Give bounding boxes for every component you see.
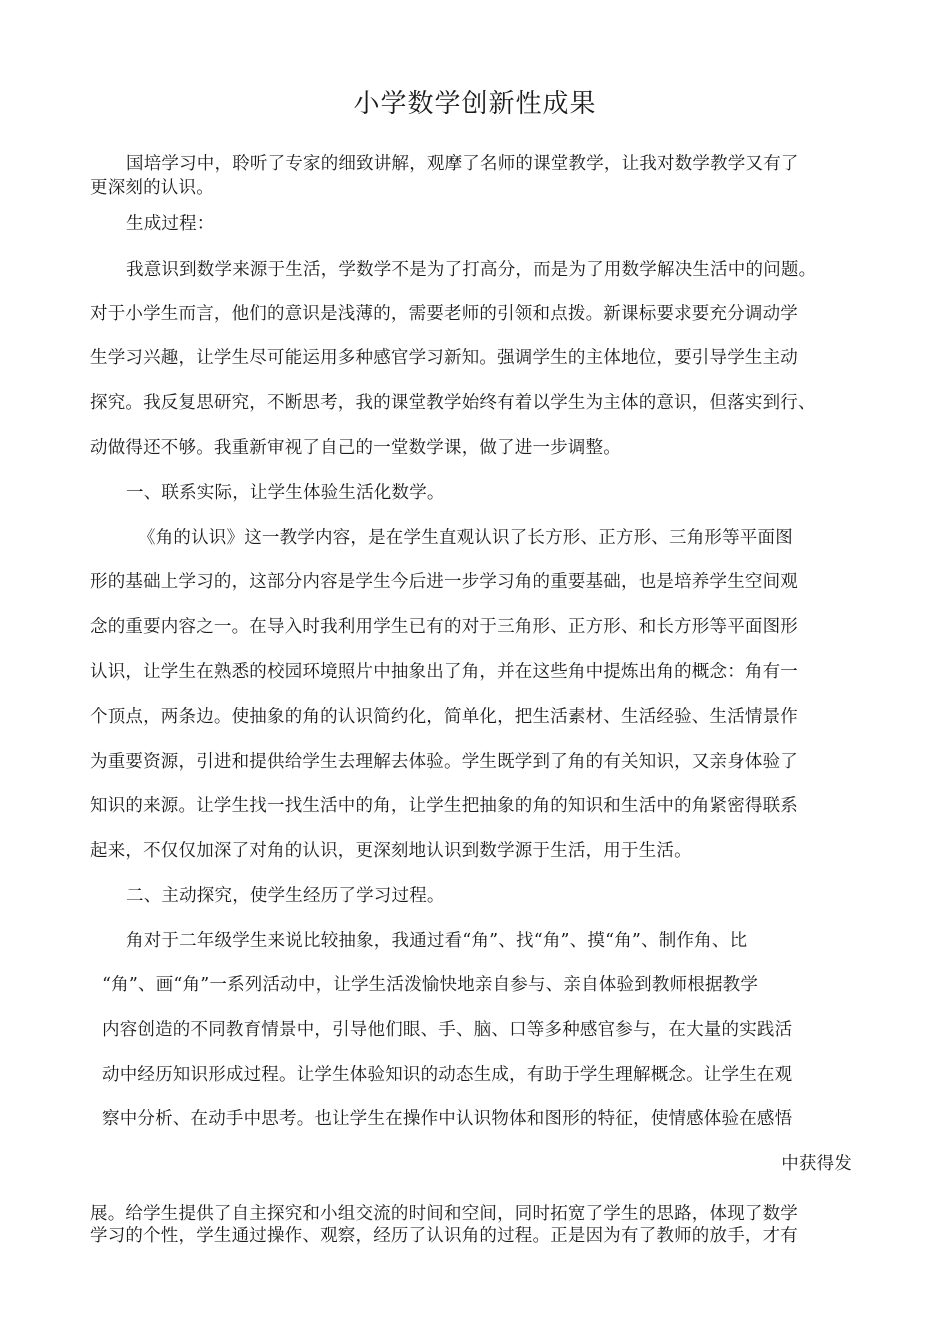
paragraph-line: 展。给学生提供了自主探究和小组交流的时间和空间，同时拓宽了学生的思路，体现了数学 [90, 1204, 798, 1224]
paragraph-line: 动中经历知识形成过程。让学生体验知识的动态生成，有助于学生理解概念。让学生在观 [102, 1065, 793, 1085]
paragraph-line: 《角的认识》这一教学内容，是在学生直观认识了长方形、正方形、三角形等平面图 [138, 528, 793, 548]
paragraph-line: 国培学习中，聆听了专家的细致讲解，观摩了名师的课堂教学，让我对数学教学又有了 [126, 154, 799, 174]
paragraph-line: 角对于二年级学生来说比较抽象，我通过看“角”、找“角”、摸“角”、制作角、比 [126, 931, 748, 951]
paragraph-line: 察中分析、在动手中思考。也让学生在操作中认识物体和图形的特征，使情感体验在感悟 [102, 1109, 793, 1129]
paragraph-line: 为重要资源，引进和提供给学生去理解去体验。学生既学到了角的有关知识，又亲身体验了 [90, 752, 798, 772]
paragraph-line: 动做得还不够。我重新审视了自己的一堂数学课，做了进一步调整。 [90, 438, 621, 458]
paragraph-line: 中获得发 [781, 1154, 852, 1174]
paragraph-line: 我意识到数学来源于生活，学数学不是为了打高分，而是为了用数学解决生活中的问题。 [126, 260, 817, 280]
paragraph-line: 念的重要内容之一。在导入时我利用学生已有的对于三角形、正方形、和长方形等平面图形 [90, 617, 798, 637]
paragraph-line: 内容创造的不同教育情景中，引导他们眼、手、脑、口等多种感官参与，在大量的实践活 [102, 1020, 793, 1040]
document-title: 小学数学创新性成果 [353, 89, 597, 119]
paragraph-line: 形的基础上学习的，这部分内容是学生今后进一步学习角的重要基础，也是培养学生空间观 [90, 572, 798, 592]
paragraph-line: 知识的来源。让学生找一找生活中的角，让学生把抽象的角的知识和生活中的角紧密得联系 [90, 796, 798, 816]
paragraph-line: 生成过程： [126, 214, 215, 234]
paragraph-line: 探究。我反复思研究，不断思考，我的课堂教学始终有着以学生为主体的意识，但落实到行、 [90, 393, 816, 413]
paragraph-line: 生学习兴趣，让学生尽可能运用多种感官学习新知。强调学生的主体地位，要引导学生主动 [90, 348, 798, 368]
section-heading: 二、主动探究，使学生经历了学习过程。 [126, 886, 445, 906]
section-heading: 一、联系实际，让学生体验生活化数学。 [126, 483, 445, 503]
paragraph-line: 起来，不仅仅加深了对角的认识，更深刻地认识到数学源于生活，用于生活。 [90, 841, 692, 861]
paragraph-line: 认识，让学生在熟悉的校园环境照片中抽象出了角，并在这些角中提炼出角的概念：角有一 [90, 662, 798, 682]
paragraph-line: “角”、画“角”一系列活动中，让学生活泼愉快地亲自参与、亲自体验到教师根据教学 [102, 975, 759, 995]
paragraph-line: 个顶点，两条边。使抽象的角的认识简约化，简单化，把生活素材、生活经验、生活情景作 [90, 707, 798, 727]
paragraph-line: 更深刻的认识。 [90, 178, 214, 198]
paragraph-line: 学习的个性，学生通过操作、观察，经历了认识角的过程。正是因为有了教师的放手，才有 [90, 1226, 798, 1246]
paragraph-line: 对于小学生而言，他们的意识是浅薄的，需要老师的引领和点拨。新课标要求要充分调动学 [90, 304, 798, 324]
